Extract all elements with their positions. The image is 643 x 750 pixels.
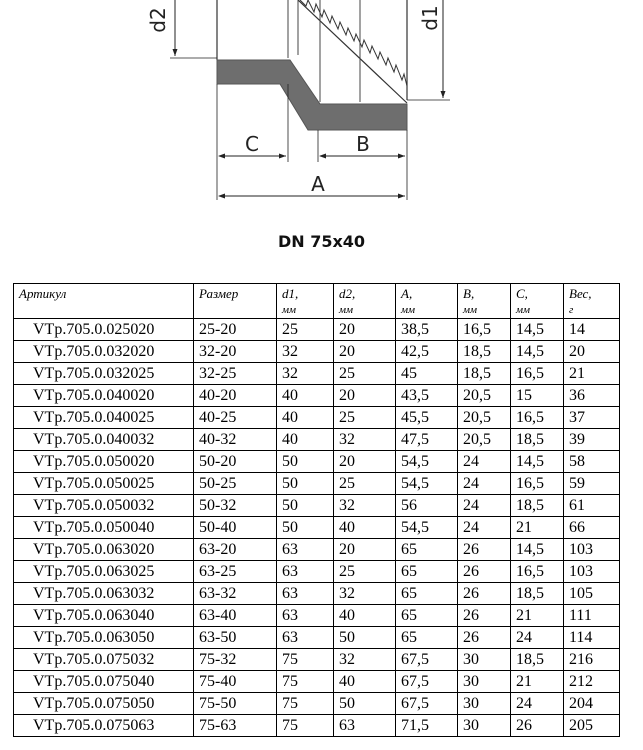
table-cell: 205 [564, 715, 620, 737]
a-dimension [219, 172, 405, 196]
table-cell: 103 [564, 561, 620, 583]
column-header-label: Вес, [569, 286, 592, 301]
reducer-body [217, 0, 407, 130]
table-cell: 40 [277, 385, 334, 407]
table-cell: 114 [564, 627, 620, 649]
table-cell: 50 [277, 473, 334, 495]
table-cell: VTp.705.0.050032 [14, 495, 194, 517]
table-cell: VTp.705.0.032025 [14, 363, 194, 385]
column-header [334, 284, 396, 319]
table-cell: 63-32 [194, 583, 277, 605]
table-cell: 67,5 [396, 693, 458, 715]
table-cell: 24 [511, 693, 564, 715]
table-row [14, 561, 620, 583]
table-cell: 216 [564, 649, 620, 671]
table-cell: VTp.705.0.075063 [14, 715, 194, 737]
table-cell: 32 [334, 649, 396, 671]
table-cell: 54,5 [396, 517, 458, 539]
table-cell: 24 [458, 473, 511, 495]
table-cell: 111 [564, 605, 620, 627]
table-cell: 25 [334, 363, 396, 385]
table-cell: VTp.705.0.032020 [14, 341, 194, 363]
column-header [14, 284, 194, 319]
table-cell: 67,5 [396, 671, 458, 693]
table-cell: 75 [277, 715, 334, 737]
table-cell: 42,5 [396, 341, 458, 363]
table-cell: 26 [458, 583, 511, 605]
column-header [511, 284, 564, 319]
column-header-unit: мм [463, 304, 478, 316]
table-body [14, 319, 620, 737]
table-cell: 39 [564, 429, 620, 451]
table-cell: 20,5 [458, 407, 511, 429]
table-cell: 20,5 [458, 429, 511, 451]
column-header-label: d1, [282, 286, 299, 301]
table-row [14, 649, 620, 671]
table-cell: 63-50 [194, 627, 277, 649]
table-cell: 66 [564, 517, 620, 539]
table-cell: 37 [564, 407, 620, 429]
column-header [458, 284, 511, 319]
column-header-label: A, [401, 286, 413, 301]
table-row [14, 627, 620, 649]
table-cell: 40-32 [194, 429, 277, 451]
table-cell: 18,5 [511, 649, 564, 671]
table-cell: 32 [334, 583, 396, 605]
table-row [14, 495, 620, 517]
table-cell: 16,5 [511, 363, 564, 385]
column-header [564, 284, 620, 319]
column-header-label: Размер [199, 286, 239, 301]
column-header-unit: мм [282, 304, 297, 316]
column-header-unit: мм [339, 304, 354, 316]
table-cell: 63 [334, 715, 396, 737]
table-cell: 20,5 [458, 385, 511, 407]
table-cell: 16,5 [458, 319, 511, 341]
table-cell: 65 [396, 605, 458, 627]
table-cell: 21 [511, 671, 564, 693]
table-cell: 40 [334, 605, 396, 627]
table-cell: 25 [334, 473, 396, 495]
table-row [14, 319, 620, 341]
table-cell: VTp.705.0.040032 [14, 429, 194, 451]
table-row [14, 605, 620, 627]
table-cell: 63-40 [194, 605, 277, 627]
b-dimension [320, 132, 405, 156]
table-cell: VTp.705.0.063050 [14, 627, 194, 649]
table-cell: 63 [277, 583, 334, 605]
table-cell: 16,5 [511, 407, 564, 429]
d1-dimension [407, 0, 450, 100]
table-cell: 32 [334, 429, 396, 451]
table-cell: 32 [277, 363, 334, 385]
table-cell: 50-40 [194, 517, 277, 539]
table-row [14, 517, 620, 539]
table-cell: 40-20 [194, 385, 277, 407]
column-header [194, 284, 277, 319]
table-cell: 18,5 [511, 429, 564, 451]
table-cell: 20 [334, 319, 396, 341]
table-cell: 71,5 [396, 715, 458, 737]
table-cell: 75-50 [194, 693, 277, 715]
table-row [14, 385, 620, 407]
table-cell: 50 [334, 627, 396, 649]
table-cell: 14,5 [511, 319, 564, 341]
c-label: C [245, 132, 259, 156]
table-cell: 26 [511, 715, 564, 737]
column-header-label: B, [463, 286, 475, 301]
table-cell: 30 [458, 671, 511, 693]
table-cell: VTp.705.0.050025 [14, 473, 194, 495]
table-cell: 75 [277, 693, 334, 715]
column-header-unit: г [569, 304, 574, 316]
table-cell: 20 [334, 539, 396, 561]
table-cell: 24 [511, 627, 564, 649]
table-row [14, 693, 620, 715]
column-header-unit: мм [401, 304, 416, 316]
table-cell: 20 [564, 341, 620, 363]
table-cell: 14,5 [511, 539, 564, 561]
table-cell: 75-32 [194, 649, 277, 671]
table-cell: 63 [277, 627, 334, 649]
table-cell: 36 [564, 385, 620, 407]
table-cell: 65 [396, 583, 458, 605]
d2-dimension [146, 0, 217, 58]
spec-table [13, 283, 620, 737]
table-cell: VTp.705.0.040020 [14, 385, 194, 407]
column-header-unit: мм [516, 304, 531, 316]
table-cell: 30 [458, 649, 511, 671]
table-cell: 14 [564, 319, 620, 341]
table-cell: 20 [334, 341, 396, 363]
table-cell: 14,5 [511, 451, 564, 473]
table-cell: 50-20 [194, 451, 277, 473]
table-cell: 25 [277, 319, 334, 341]
table-cell: 18,5 [458, 341, 511, 363]
table-cell: 25 [334, 561, 396, 583]
table-cell: 32-25 [194, 363, 277, 385]
column-header-label: d2, [339, 286, 356, 301]
a-label: A [311, 172, 325, 196]
table-cell: 50-32 [194, 495, 277, 517]
table-cell: 24 [458, 517, 511, 539]
table-cell: VTp.705.0.040025 [14, 407, 194, 429]
d1-label: d1 [418, 5, 442, 31]
table-cell: 32 [334, 495, 396, 517]
table-row [14, 407, 620, 429]
table-cell: 75 [277, 671, 334, 693]
table-cell: VTp.705.0.075032 [14, 649, 194, 671]
table-cell: 50 [334, 693, 396, 715]
table-cell: 50 [277, 495, 334, 517]
table-cell: VTp.705.0.075050 [14, 693, 194, 715]
table-row [14, 451, 620, 473]
column-header-label: C, [516, 286, 528, 301]
table-cell: 45,5 [396, 407, 458, 429]
table-cell: VTp.705.0.063032 [14, 583, 194, 605]
table-cell: VTp.705.0.025020 [14, 319, 194, 341]
table-row [14, 429, 620, 451]
table-cell: 21 [564, 363, 620, 385]
table-cell: 50 [277, 517, 334, 539]
c-dimension [219, 132, 286, 156]
table-cell: 54,5 [396, 451, 458, 473]
table-cell: 75-63 [194, 715, 277, 737]
table-cell: 26 [458, 561, 511, 583]
table-cell: 56 [396, 495, 458, 517]
table-cell: 14,5 [511, 341, 564, 363]
table-cell: 16,5 [511, 473, 564, 495]
d2-label: d2 [146, 7, 170, 33]
table-cell: 30 [458, 715, 511, 737]
table-cell: 63-20 [194, 539, 277, 561]
table-header-row [14, 284, 620, 319]
table-cell: 21 [511, 605, 564, 627]
table-cell: 26 [458, 605, 511, 627]
table-cell: 105 [564, 583, 620, 605]
table-row [14, 473, 620, 495]
table-row [14, 539, 620, 561]
table-cell: VTp.705.0.063040 [14, 605, 194, 627]
table-cell: 63 [277, 605, 334, 627]
thread-zone [298, 0, 407, 103]
table-cell: 15 [511, 385, 564, 407]
table-cell: 26 [458, 539, 511, 561]
table-cell: 30 [458, 693, 511, 715]
b-label: B [356, 132, 370, 156]
table-cell: 38,5 [396, 319, 458, 341]
table-row [14, 671, 620, 693]
table-row [14, 715, 620, 737]
table-cell: 20 [334, 451, 396, 473]
table-cell: 16,5 [511, 561, 564, 583]
table-cell: 65 [396, 627, 458, 649]
table-cell: 24 [458, 451, 511, 473]
table-cell: 40 [277, 407, 334, 429]
table-cell: 25-20 [194, 319, 277, 341]
table-cell: 63 [277, 539, 334, 561]
table-cell: 63-25 [194, 561, 277, 583]
table-cell: 24 [458, 495, 511, 517]
table-cell: 40-25 [194, 407, 277, 429]
table-cell: 63 [277, 561, 334, 583]
table-cell: 18,5 [511, 583, 564, 605]
table-cell: 65 [396, 561, 458, 583]
table-cell: 26 [458, 627, 511, 649]
table-cell: 65 [396, 539, 458, 561]
table-cell: VTp.705.0.050020 [14, 451, 194, 473]
table-cell: 75 [277, 649, 334, 671]
table-cell: 25 [334, 407, 396, 429]
table-cell: 32-20 [194, 341, 277, 363]
table-cell: 204 [564, 693, 620, 715]
table-row [14, 583, 620, 605]
table-row [14, 363, 620, 385]
table-cell: 43,5 [396, 385, 458, 407]
table-cell: 32 [277, 341, 334, 363]
table-cell: 75-40 [194, 671, 277, 693]
reducer-drawing [0, 0, 643, 215]
table-cell: 103 [564, 539, 620, 561]
table-cell: 59 [564, 473, 620, 495]
table-row [14, 341, 620, 363]
table-cell: 18,5 [458, 363, 511, 385]
table-cell: 45 [396, 363, 458, 385]
table-cell: VTp.705.0.063020 [14, 539, 194, 561]
table-cell: VTp.705.0.050040 [14, 517, 194, 539]
column-header [277, 284, 334, 319]
table-cell: 50-25 [194, 473, 277, 495]
table-cell: 20 [334, 385, 396, 407]
size-caption: DN 75x40 [277, 232, 366, 251]
table-cell: 54,5 [396, 473, 458, 495]
table-cell: 40 [277, 429, 334, 451]
table-cell: 18,5 [511, 495, 564, 517]
table-cell: 67,5 [396, 649, 458, 671]
table-cell: VTp.705.0.063025 [14, 561, 194, 583]
table-cell: 40 [334, 671, 396, 693]
column-header-label: Артикул [19, 286, 67, 301]
table-cell: 212 [564, 671, 620, 693]
table-cell: VTp.705.0.075040 [14, 671, 194, 693]
table-cell: 47,5 [396, 429, 458, 451]
table-cell: 50 [277, 451, 334, 473]
column-header [396, 284, 458, 319]
table-cell: 61 [564, 495, 620, 517]
table-cell: 58 [564, 451, 620, 473]
table-cell: 40 [334, 517, 396, 539]
table-cell: 21 [511, 517, 564, 539]
